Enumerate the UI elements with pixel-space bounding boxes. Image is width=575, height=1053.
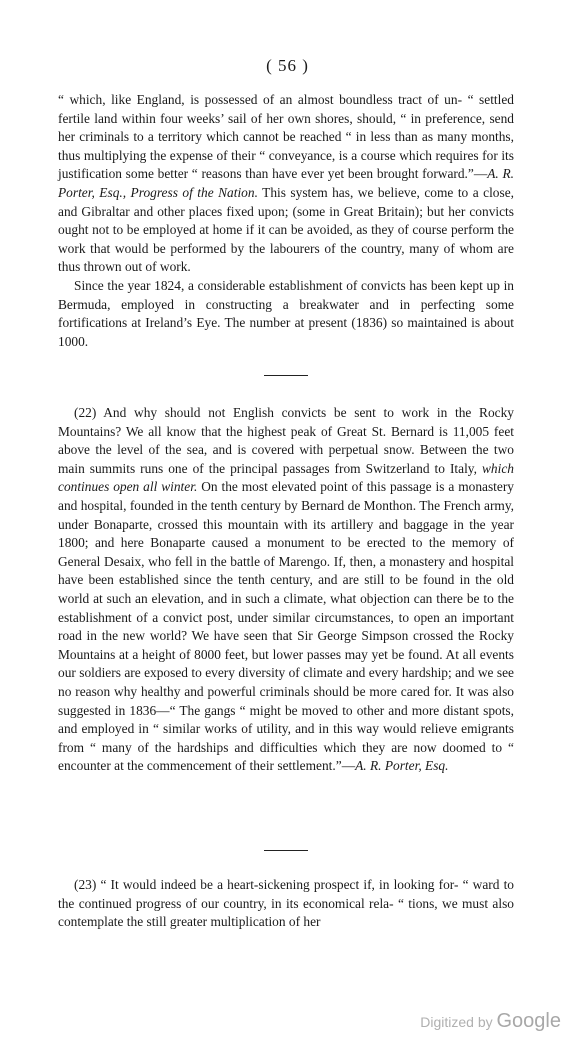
google-logo: Google — [496, 1010, 561, 1032]
quote-text: “ which, like England, is possessed of an almost boundless tract of un- “ settled fertile land within four weeks’ sail of her own shores, should, “ in preference, send her criminals to a territory which cannot be reached “ in less than as many months, thus multiplying the expense of their “ conveyance, is a course which requires for its justification some better “ reasons than have ever yet been brought forward.”— — [58, 92, 514, 182]
paragraph-22-text: (22) And why should not English convicts be sent to work in the Rocky Mountains? We all know that the highest peak of Great St. Bernard is 11,005 feet above the level of the sea, and is covered with perpetual snow. Between the two main summits runs one of the principal passages from Switzerland to Italy, — [58, 405, 514, 476]
paragraph-23: (23) “ It would indeed be a heart-sickening prospect if, in looking for- “ ward to the continued progress of our country, in its economical rela- “ tions, we must also contemplate the still greater multiplication of her — [58, 877, 514, 930]
citation: A. R. Porter, Esq. — [355, 758, 449, 774]
paragraph-quote-porter — [58, 91, 514, 277]
page-number: ( 56 ) — [266, 56, 309, 75]
citation: A. R. Porter, Esq., Progress of the Nation. — [58, 166, 515, 200]
paragraph-22-text-continued: On the most elevated point of this passage is a monastery and hospital, founded in the tenth century by Bernard de Monthon. The French army, under Bonaparte, crossed this mountain with its artillery and baggage in the year 1800; and here Bonaparte caused a monument to be erected to the memory of General Desaix, who fell in the battle of Marengo. If, then, a monastery and hospital have been established since the tenth century, and are still to be found in the old world at such an elevation, and in such a climate, what objection can there be to the establishment of a convict post, under similar circumstances, to open an important road in the new world? We have seen that Sir George Simpson crossed the Rocky Mountains at a height of 8000 feet, but lower passes may yet be found. At all events our soldiers are exposed to every diversity of climate and every hardship; and we see no reason why healthy and powerful criminals should be more cared for. It was also suggested in 1836—“ The gangs “ might be moved to other and more distant spots, and employed in “ similar works of utility, and in this way would relieve emigrants from “ many of the hardships and difficulties which they are now doomed to “ encounter at the commencement of their settlement.”— — [58, 479, 514, 774]
text-block-3 — [58, 876, 514, 932]
section-divider — [264, 850, 308, 851]
paragraph-22 — [58, 404, 514, 776]
text-block-1 — [58, 91, 514, 351]
paragraph-tail: This system has, we believe, come to a close, and Gibraltar and other places fixed upon; (some in Great Britain); but her convicts ought not to be employed at home if it can be avoided, as they of course perform the work that would be performed by the labourers of the country, many of whom are thus thrown out of work. — [58, 184, 514, 275]
paragraph-22-emphasis: which continues open all winter. — [58, 460, 514, 495]
text-block-2 — [58, 404, 514, 776]
watermark-prefix: Digitized by — [420, 1014, 497, 1030]
section-divider — [264, 375, 308, 376]
digitized-watermark — [420, 1010, 561, 1033]
paragraph-bermuda: Since the year 1824, a considerable establishment of convicts has been kept up in Bermuda, employed in constructing a breakwater and in perfecting some fortifications at Ireland’s Eye. The number at present (1836) so maintained is about 1000. — [58, 277, 514, 349]
